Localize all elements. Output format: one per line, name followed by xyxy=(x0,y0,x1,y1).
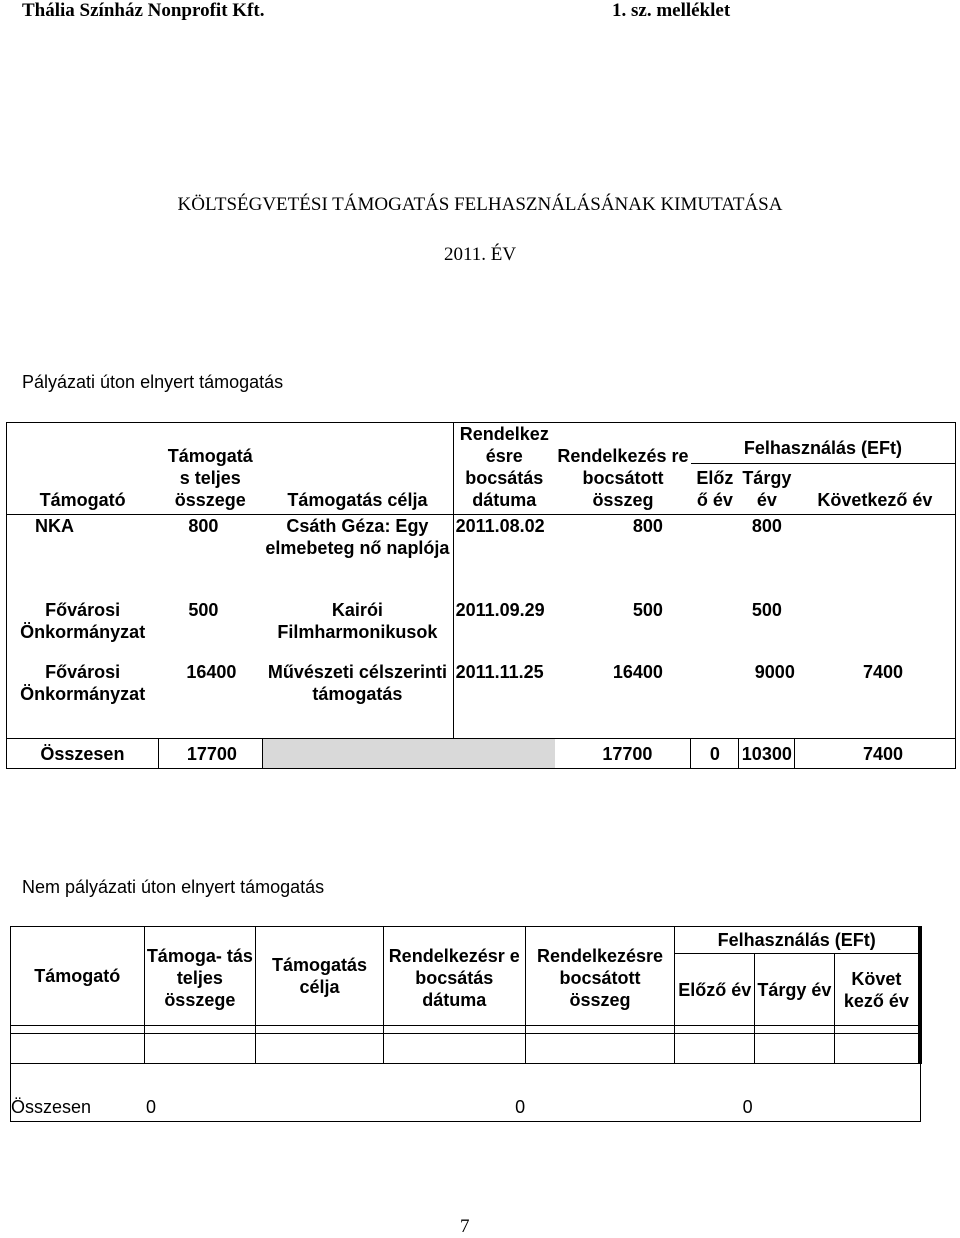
section2-heading: Nem pályázati úton elnyert támogatás xyxy=(22,877,325,897)
table-row xyxy=(11,1026,921,1034)
document-year: 2011. ÉV xyxy=(443,244,517,265)
col2-total: Támoga- tás teljes összege xyxy=(144,927,256,1026)
table-header-row xyxy=(7,423,956,464)
table-row xyxy=(11,1064,921,1094)
col-total: Támogatá s teljes összege xyxy=(158,423,262,515)
col-usage: Felhasználás (EFt) xyxy=(691,423,956,464)
organization-name: Thália Színház Nonprofit Kft. xyxy=(22,0,265,21)
col2-usage: Felhasználás (EFt) xyxy=(675,927,920,954)
col-date: Rendelkez ésre bocsátás dátuma xyxy=(453,423,555,515)
col2-current: Tárgy év xyxy=(755,954,835,1026)
col2-amount: Rendelkezésre bocsátott összeg xyxy=(525,927,675,1026)
table-row: Fővárosi Önkormányzat 500 Kairói Filmharmonikusok 2011.09.29 500 500 xyxy=(7,599,956,661)
document-title: KÖLTSÉGVETÉSI TÁMOGATÁS FELHASZNÁLÁSÁNAK KIMUTATÁSA xyxy=(177,194,783,215)
table-row xyxy=(11,1034,921,1064)
col-purpose: Támogatás célja xyxy=(262,423,453,515)
table-row: Fővárosi Önkormányzat 16400 Művészeti célszerinti támogatás 2011.11.25 16400 9000 7400 xyxy=(7,661,956,739)
col2-purpose: Támogatás célja xyxy=(256,927,384,1026)
section1-heading: Pályázati úton elnyert támogatás xyxy=(22,372,284,392)
annex-label: 1. sz. melléklet xyxy=(612,0,731,21)
grant-table xyxy=(6,422,956,769)
table-header-row xyxy=(11,927,921,954)
col2-date: Rendelkezésr e bocsátás dátuma xyxy=(383,927,525,1026)
col-amount: Rendelkezés re bocsátott összeg xyxy=(555,423,691,515)
col-prev: Előz ő év xyxy=(696,468,734,510)
col2-prev: Előző év xyxy=(675,954,755,1026)
total-row: Összesen 0 0 0 xyxy=(11,1094,921,1122)
col-current: Tárgy év xyxy=(742,468,792,510)
page-number: 7 xyxy=(460,1216,470,1237)
total-row: Összesen 17700 17700 0 10300 7400 xyxy=(7,739,956,769)
table-row: NKA 800 Csáth Géza: Egy elmebeteg nő naplója 2011.08.02 800 800 xyxy=(7,515,956,599)
col2-next: Követ kező év xyxy=(834,954,920,1026)
col-next: Következő év xyxy=(795,464,956,515)
non-grant-table xyxy=(10,926,922,1122)
col-supporter: Támogató xyxy=(7,423,159,515)
col2-supporter: Támogató xyxy=(11,927,145,1026)
